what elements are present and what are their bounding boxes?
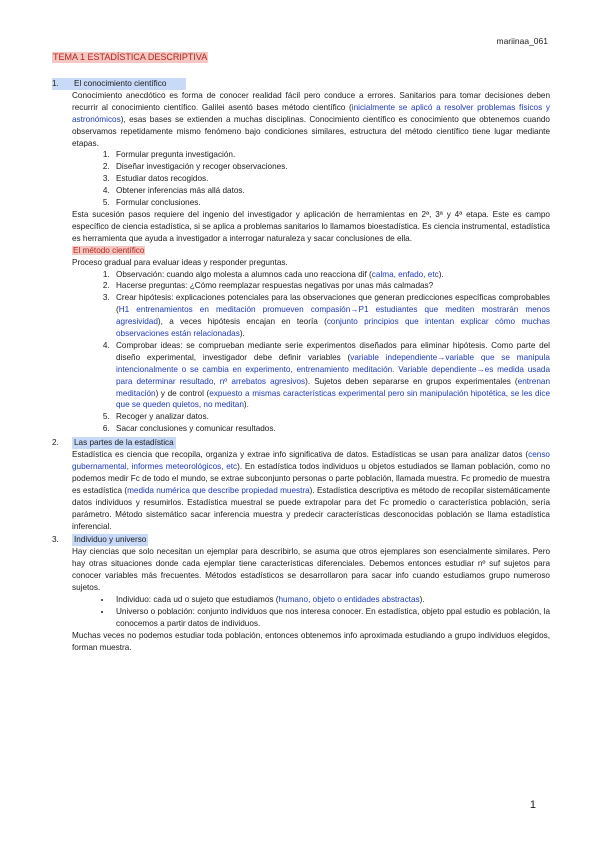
- section-heading-3: [52, 534, 550, 546]
- list-item: 1. Observación: cuando algo molesta a alumnos cada uno reacciona dif (calma, enfado, etc).: [112, 269, 550, 281]
- section-heading-1: [52, 78, 186, 90]
- definitions-list: [52, 594, 550, 630]
- section-title: El conocimiento científico: [74, 79, 167, 88]
- section-number: 2.: [52, 438, 59, 448]
- list-item: 5. Formular conclusiones.: [112, 197, 550, 209]
- list-item: • Individuo: cada ud o sujeto que estudiamos (humano, objeto o entidades abstractas).: [112, 594, 550, 606]
- page-number: 1: [529, 799, 536, 811]
- subsection-heading: El método científico: [73, 245, 145, 255]
- method-steps-list: [52, 149, 550, 209]
- list-item: 2. Diseñar investigación y recoger observaciones.: [112, 161, 550, 173]
- scientific-method-list: [52, 269, 550, 436]
- paragraph: Esta sucesión pasos requiere del ingenio del investigador y aplicación de herramientas en 2ª, 3ª y 4ª etapa. Este es campo específico de ciencia estadística, si se aplica a problemas sanitarios lo llamamos bioestadística. Es ciencia instrumental, estadística es herramienta que ayuda a investigador a interrogar naturaleza y sacar conclusiones de ella.: [72, 209, 550, 243]
- section-title: Las partes de la estadística: [74, 438, 174, 448]
- list-item: 1. Formular pregunta investigación.: [112, 149, 550, 161]
- list-item: 5. Recoger y analizar datos.: [112, 411, 550, 423]
- document-title: TEMA 1 ESTADÍSTICA DESCRIPTIVA: [53, 52, 208, 62]
- author-username: mariinaa_061: [496, 36, 548, 46]
- section-number: 3.: [52, 535, 59, 545]
- section-heading-2: [52, 437, 550, 449]
- list-item: 3. Estudiar datos recogidos.: [112, 173, 550, 185]
- list-item: 2. Hacerse preguntas: ¿Cómo reemplazar respuestas negativas por unas más calmadas?: [112, 280, 550, 292]
- document-body: [52, 76, 550, 654]
- section-number: 1.: [52, 79, 59, 88]
- paragraph: Estadística es ciencia que recopila, organiza y extrae info significativa de datos. Estadísticas se usan para analizar datos (censo gubernamental, informes meteorológicos, etc). En estadística todos individuos u objetos estudiados se llaman población, como no podemos medir Fc de todo el mundo, se extrae subconjunto personas o parte población, llamada muestra. Fc promedio de muestra es estadística (medida numérica que describe propiedad muestra). Estadística descriptiva es método de recopilar sistemáticamente datos individuos y resumirlos. Estadística muestral se puede extrapolar para det Fc promedio o característica población, sería parámetro. Método sistemático sacar inferencia muestra y predecir características desconocidas población se llama estadística inferencial.: [72, 450, 550, 531]
- list-item: 4. Obtener inferencias más allá datos.: [112, 185, 550, 197]
- list-item: 6. Sacar conclusiones y comunicar resultados.: [112, 423, 550, 435]
- list-item: • Universo o población: conjunto individuos que nos interesa conocer. En estadística, objeto ppal estudio es población, la conocemos a partir datos de individuos.: [112, 606, 550, 630]
- list-item: 3. Crear hipótesis: explicaciones potenciales para las observaciones que generan predicciones específicas comprobables (H1 entrenamientos en meditación promueven compasión→P1 estudiantes que mediten mostrarán menos agresividad), a veces hipótesis encajan en teoría (conjunto principios que intentan explicar cómo muchas observaciones están relacionadas).: [112, 292, 550, 340]
- section-title: Individuo y universo: [74, 535, 147, 545]
- paragraph: Proceso gradual para evaluar ideas y responder preguntas.: [72, 257, 288, 267]
- list-item: 4. Comprobar ideas: se comprueban mediante serie experimentos diseñados para eliminar hipótesis. Como parte del diseño experimental, investigador debe definir variables (variable independiente→variable que se manipula intencionalmente o se cambia en experimento, entrenamiento meditación. Variable dependiente→es medida usada para determinar resultado, nº arrebatos agresivos). Sujetos deben separarse en grupos experimentales (entrenan meditación) y de control (expuesto a mismas características experimental pero sin manipulación hipotética, se les dice que se queden quietos, no meditan).: [112, 340, 550, 411]
- paragraph: Conocimiento anecdótico es forma de conocer realidad fácil pero conduce a errores. Sanitarios para tomar decisiones deben recurrir al conocimiento científico. Galilei asentó bases método científico (inicialmente se aplicó a resolver problemas físicos y astronómicos), esas bases se extienden a muchas disciplinas. Conocimiento científico es conocimiento que obtenemos cuando observamos repetidamente mismo fenómeno bajo condiciones similares, estructura del método científico tiene lugar mediante etapas.: [72, 90, 550, 148]
- paragraph: Muchas veces no podemos estudiar toda población, entonces obtenemos info aproximada estudiando a grupo individuos elegidos, forman muestra.: [72, 630, 550, 652]
- paragraph: Hay ciencias que solo necesitan un ejemplar para describirlo, se asuma que otros ejemplares son esencialmente similares. Pero hay otras situaciones donde cada ejemplar tiene características diferenciales. Debemos entonces estudiar nº suf sujetos para conocer variables más frecuentes. Métodos estadísticos se desarrollaron para sacar info cuando estudiamos grupo numeroso sujetos.: [72, 547, 550, 593]
